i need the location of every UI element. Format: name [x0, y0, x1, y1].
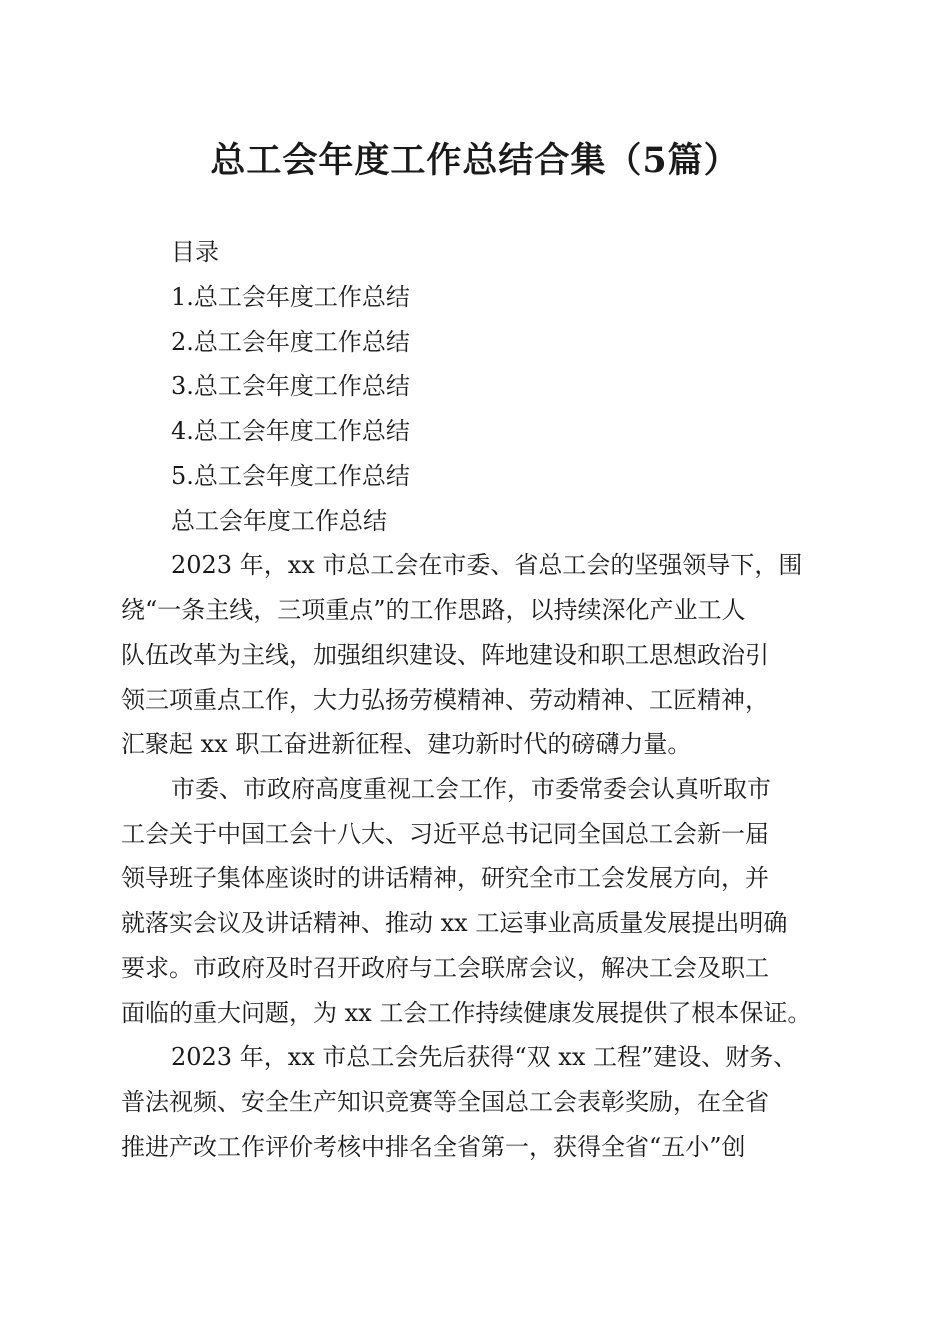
toc-item: 3.总工会年度工作总结 — [171, 372, 410, 400]
document-title: 总工会年度工作总结合集（5篇） — [210, 140, 740, 181]
paragraph-line: 推进产改工作评价考核中排名全省第一，获得全省“五小”创 — [121, 1133, 746, 1161]
toc-item: 1.总工会年度工作总结 — [171, 283, 410, 311]
paragraph-line: 汇聚起 xx 职工奋进新征程、建功新时代的磅礴力量。 — [121, 730, 692, 758]
toc-heading: 目录 — [171, 238, 219, 266]
paragraph-line: 面临的重大问题，为 xx 工会工作持续健康发展提供了根本保证。 — [121, 999, 812, 1027]
toc-item: 2.总工会年度工作总结 — [171, 328, 410, 356]
paragraph-line: 就落实会议及讲话精神、推动 xx 工运事业高质量发展提出明确 — [121, 909, 788, 937]
paragraph-line: 要求。市政府及时召开政府与工会联席会议，解决工会及职工 — [121, 954, 769, 982]
paragraph-line: 2023 年，xx 市总工会在市委、省总工会的坚强领导下，围 — [171, 551, 803, 579]
toc-item: 4.总工会年度工作总结 — [171, 417, 410, 445]
paragraph-line: 领三项重点工作，大力弘扬劳模精神、劳动精神、工匠精神， — [121, 686, 769, 714]
paragraph-line: 队伍改革为主线，加强组织建设、阵地建设和职工思想政治引 — [121, 641, 769, 669]
paragraph-line: 领导班子集体座谈时的讲话精神，研究全市工会发展方向，并 — [121, 864, 769, 892]
section-heading: 总工会年度工作总结 — [171, 507, 387, 535]
paragraph-line: 工会关于中国工会十八大、习近平总书记同全国总工会新一届 — [121, 820, 769, 848]
toc-item: 5.总工会年度工作总结 — [171, 462, 410, 490]
paragraph-line: 市委、市政府高度重视工会工作，市委常委会认真听取市 — [171, 775, 771, 803]
paragraph-line: 2023 年，xx 市总工会先后获得“双 xx 工程”建设、财务、 — [171, 1043, 798, 1071]
paragraph-line: 绕“一条主线，三项重点”的工作思路，以持续深化产业工人 — [121, 596, 746, 624]
paragraph-line: 普法视频、安全生产知识竞赛等全国总工会表彰奖励，在全省 — [121, 1088, 769, 1116]
